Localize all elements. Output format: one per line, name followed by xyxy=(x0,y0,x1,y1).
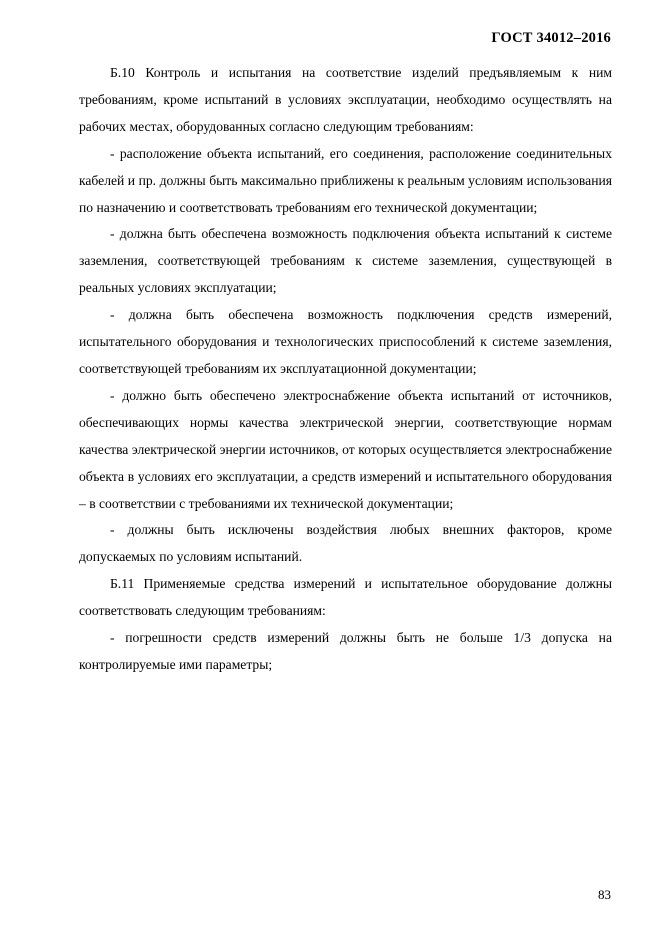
page-number: 83 xyxy=(598,887,611,902)
list-item-object-placement: - расположение объекта испытаний, его соединения, расположение соединительных кабелей и пр. должны быть максимально приближены к реальным условиям использования по назначению и соответствовать требованиям его технической документации; xyxy=(79,145,612,215)
list-item-power-supply: - должно быть обеспечено электроснабжение объекта испытаний от источников, обеспечивающих нормы качества электрической энергии, соответствующие нормам качества электрической энергии источников, от которых осуществляется электроснабжение объекта в условиях его эксплуатации, а средств измерений и испытательного оборудования – в соответствии с требованиями их технической документации; xyxy=(79,387,612,511)
paragraph-b10-intro: Б.10 Контроль и испытания на соответствие изделий предъявляемым к ним требованиям, кроме испытаний в условиях эксплуатации, необходимо осуществлять на рабочих местах, оборудованных согласно следующим требованиям: xyxy=(79,65,612,134)
paragraph-b11-intro: Б.11 Применяемые средства измерений и испытательное оборудование должны соответствовать следующим требованиям: xyxy=(79,576,612,619)
list-item-external-factors: - должны быть исключены воздействия любых внешних факторов, кроме допускаемых по условиям испытаний. xyxy=(79,522,612,565)
document-standard-id: ГОСТ 34012–2016 xyxy=(491,30,611,46)
list-item-measurement-error: - погрешности средств измерений должны быть не больше 1/3 допуска на контролируемые ими параметры; xyxy=(79,630,612,672)
document-body xyxy=(79,60,612,679)
list-item-object-grounding: - должна быть обеспечена возможность подключения объекта испытаний к системе заземления, соответствующей требованиям к системе заземления, существующей в реальных условиях эксплуатации; xyxy=(79,226,612,296)
list-item-equipment-grounding: - должна быть обеспечена возможность подключения средств измерений, испытательного оборудования и технологических приспособлений к системе заземления, соответствующей требованиям их эксплуатационной документации; xyxy=(79,307,612,376)
